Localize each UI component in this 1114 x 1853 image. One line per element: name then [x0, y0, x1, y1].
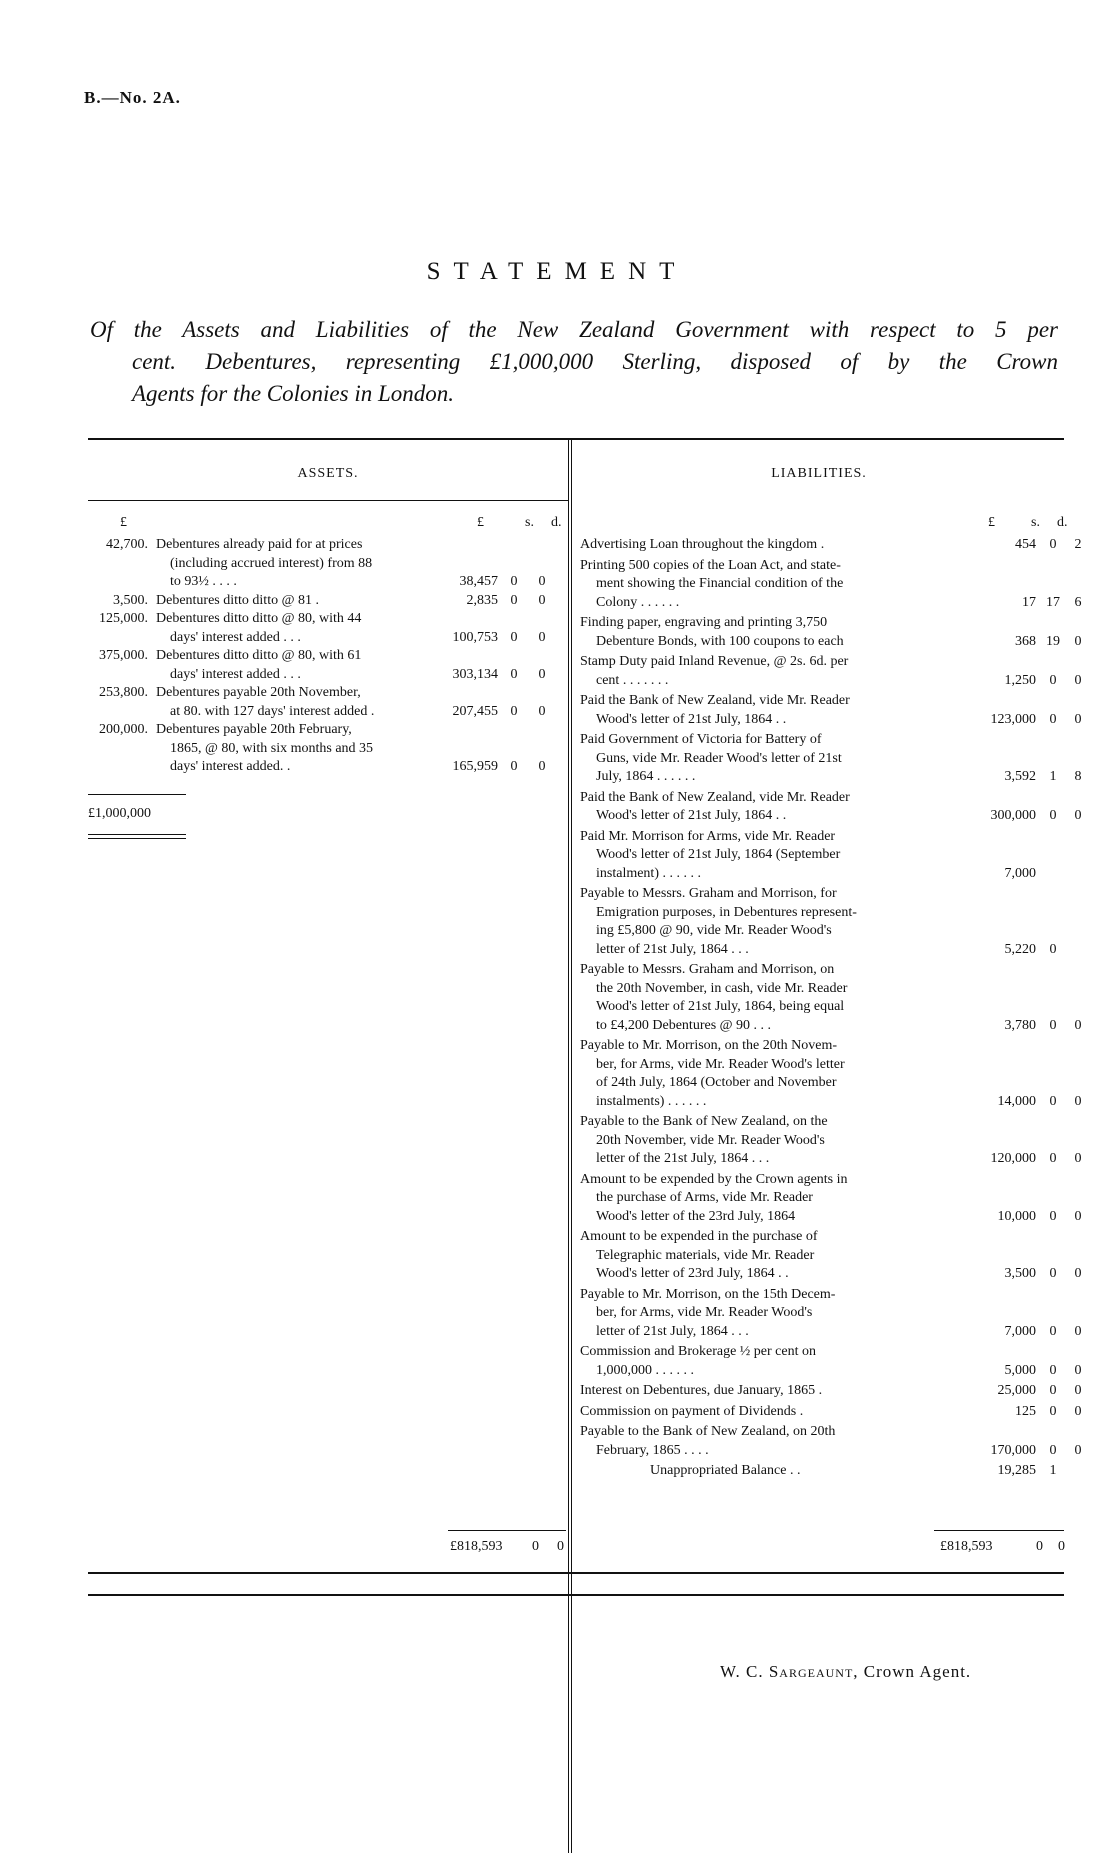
liability-description-line: Wood's letter of 21st July, 1864 . .: [596, 808, 787, 823]
liability-description: [580, 1423, 936, 1460]
liability-pence: 0: [1074, 1151, 1082, 1166]
liability-pence: 0: [1074, 1017, 1082, 1033]
liability-description: [580, 653, 936, 690]
liability-description-line: Wood's letter of 23rd July, 1864 . .: [596, 1266, 789, 1281]
liabilities-grand-total: £818,593: [940, 1539, 993, 1554]
liability-description-line: instalments) . . . . . .: [596, 1093, 707, 1109]
liability-shillings: 0: [1049, 1362, 1057, 1378]
asset-shillings: 0: [510, 592, 518, 608]
liability-row: [580, 1228, 1082, 1284]
liability-amount: 454: [1015, 537, 1036, 552]
liability-description-line: cent . . . . . . .: [596, 672, 669, 688]
liability-description-line: Amount to be expended in the purchase of: [580, 1229, 818, 1244]
face-total-rule: [88, 794, 186, 795]
signatory-name: W. C. Sargeaunt: [720, 1662, 854, 1681]
liability-amount: 368: [1015, 633, 1036, 649]
liability-row: [580, 1382, 1082, 1401]
liability-description: [580, 536, 936, 555]
liability-description-line: instalment) . . . . . .: [596, 865, 701, 881]
liability-description-line: to £4,200 Debentures @ 90 . . .: [596, 1017, 772, 1033]
asset-description-line: Debentures ditto ditto @ 80, with 44: [156, 611, 362, 626]
asset-pence: 0: [538, 759, 546, 774]
assets-table: [86, 536, 564, 777]
liability-description-line: letter of 21st July, 1864 . . .: [596, 1323, 749, 1339]
liability-row: [580, 1171, 1082, 1227]
liability-pence: 0: [1074, 1208, 1082, 1224]
subtitle-line-2: cent. Debentures, representing £1,000,000 Sterling, disposed of by the Crown: [132, 349, 1058, 374]
liability-amount: 170,000: [990, 1442, 1036, 1458]
asset-face-value: 42,700.: [106, 537, 148, 552]
asset-pence: 0: [538, 592, 546, 608]
asset-row: [86, 592, 564, 611]
liability-amount: 25,000: [997, 1383, 1036, 1398]
asset-description: [156, 536, 448, 592]
liability-pence: 0: [1074, 672, 1082, 688]
liability-shillings: 0: [1049, 1383, 1057, 1398]
liability-pence: 0: [1074, 1403, 1082, 1419]
liability-row: [580, 789, 1082, 826]
face-total: £1,000,000: [88, 806, 151, 821]
liability-amount: 5,220: [1004, 941, 1036, 957]
liability-pence: 0: [1074, 1093, 1082, 1109]
liability-description: [580, 557, 936, 613]
liability-description: [580, 828, 936, 884]
liabilities-pence-header: d.: [1057, 515, 1068, 530]
liability-pence: 0: [1074, 1362, 1082, 1378]
assets-total-top-rule: [448, 1530, 566, 1531]
liability-description: [580, 692, 936, 729]
liability-description-line: Paid Government of Victoria for Battery of: [580, 732, 822, 747]
liability-row: [580, 1037, 1082, 1111]
asset-description-line: days' interest added. .: [170, 759, 291, 774]
liability-description-line: Printing 500 copies of the Loan Act, and state-: [580, 557, 841, 573]
liability-description-line: the 20th November, in cash, vide Mr. Reader: [596, 980, 848, 996]
asset-row: [86, 721, 564, 777]
liability-shillings: 17: [1046, 594, 1060, 610]
top-rule: [88, 438, 1064, 440]
liability-shillings: 19: [1046, 633, 1060, 649]
assets-grand-total: £818,593: [450, 1539, 503, 1554]
liability-shillings: 0: [1049, 537, 1057, 552]
liability-description-line: letter of 21st July, 1864 . . .: [596, 941, 749, 957]
liability-description-line: 20th November, vide Mr. Reader Wood's: [596, 1132, 825, 1148]
liability-shillings: 0: [1049, 711, 1057, 727]
liability-description: [580, 789, 936, 826]
asset-description-line: 1865, @ 80, with six months and 35: [170, 740, 374, 756]
asset-face-value: 375,000.: [99, 648, 148, 663]
liability-description-line: Telegraphic materials, vide Mr. Reader: [596, 1247, 815, 1263]
bottom-rule-2: [88, 1594, 1064, 1596]
liability-description-line: February, 1865 . . . .: [596, 1442, 709, 1458]
liability-amount: 3,500: [1004, 1266, 1036, 1281]
assets-face-currency: £: [120, 515, 127, 530]
liability-description-line: Stamp Duty paid Inland Revenue, @ 2s. 6d. per: [580, 654, 849, 669]
asset-amount: 2,835: [466, 592, 498, 608]
liability-pence: 0: [1074, 1383, 1082, 1398]
asset-face-value: 200,000.: [99, 722, 148, 737]
liability-description-line: Payable to the Bank of New Zealand, on 20th: [580, 1424, 836, 1439]
liability-description: [580, 961, 936, 1035]
liability-pence: 2: [1074, 537, 1082, 552]
page-subtitle: [90, 314, 1058, 410]
liability-pence: 0: [1074, 1323, 1082, 1339]
asset-pence: 0: [538, 703, 546, 719]
liability-row: [580, 1403, 1082, 1422]
liability-description-line: ing £5,800 @ 90, vide Mr. Reader Wood's: [596, 923, 832, 938]
liability-description-line: the purchase of Arms, vide Mr. Reader: [596, 1190, 813, 1205]
liability-shillings: 0: [1049, 941, 1057, 957]
liability-description-line: Wood's letter of 21st July, 1864, being equal: [596, 999, 845, 1014]
liability-pence: 0: [1074, 808, 1082, 823]
liability-row: [580, 1462, 1066, 1481]
liability-description-line: Paid the Bank of New Zealand, vide Mr. Reader: [580, 693, 850, 708]
liability-description-line: Emigration purposes, in Debentures represent-: [596, 904, 857, 920]
asset-description: [156, 721, 448, 777]
asset-face-value: 3,500.: [113, 592, 148, 608]
liability-amount: 300,000: [990, 808, 1036, 823]
liability-description-line: Commission on payment of Dividends .: [580, 1403, 804, 1419]
liability-row: [580, 961, 1082, 1035]
liability-row: [580, 653, 1082, 690]
liability-description: [580, 1113, 936, 1169]
liability-shillings: 0: [1049, 1442, 1057, 1458]
column-divider: [568, 438, 572, 1853]
signatory-title: Crown Agent.: [863, 1662, 972, 1681]
liability-description-line: Debenture Bonds, with 100 coupons to each: [596, 633, 844, 649]
liability-shillings: 0: [1049, 672, 1057, 688]
subtitle-line-3: Agents for the Colonies in London.: [132, 381, 454, 406]
liability-row: [580, 731, 1082, 787]
liability-description: [580, 1462, 936, 1481]
liability-amount: 125: [1015, 1403, 1036, 1419]
liability-pence: 6: [1074, 594, 1082, 610]
asset-amount: 165,959: [452, 759, 498, 774]
asset-description: [156, 647, 448, 684]
asset-description-line: Debentures ditto ditto @ 81 .: [156, 592, 319, 608]
liability-description: [580, 1037, 936, 1111]
liability-shillings: 0: [1049, 1208, 1057, 1224]
liabilities-total-top-rule: [934, 1530, 1064, 1531]
liability-amount: 19,285: [997, 1463, 1036, 1478]
liability-row: [580, 692, 1082, 729]
liability-description-line: Payable to Messrs. Graham and Morrison, for: [580, 886, 837, 901]
asset-shillings: 0: [510, 629, 518, 645]
liability-shillings: 0: [1049, 808, 1057, 823]
liability-description-line: Interest on Debentures, due January, 1865 .: [580, 1383, 823, 1398]
asset-amount: 303,134: [452, 666, 498, 682]
liability-description-line: Commission and Brokerage ½ per cent on: [580, 1344, 817, 1359]
liability-description: [580, 1228, 936, 1284]
liability-description: [580, 1382, 936, 1401]
asset-shillings: 0: [510, 574, 518, 589]
liability-row: [580, 557, 1082, 613]
asset-pence: 0: [538, 666, 546, 682]
asset-description-line: (including accrued interest) from 88: [170, 555, 373, 571]
liability-description-line: Guns, vide Mr. Reader Wood's letter of 21st: [596, 750, 842, 766]
liability-amount: 10,000: [997, 1208, 1036, 1224]
liability-description-line: Unappropriated Balance . .: [650, 1463, 801, 1478]
asset-description-line: to 93½ . . . .: [170, 574, 237, 589]
liability-amount: 1,250: [1004, 672, 1036, 688]
liability-shillings: 1: [1049, 1463, 1057, 1478]
liability-description-line: Wood's letter of 21st July, 1864 . .: [596, 711, 787, 727]
liability-description-line: 1,000,000 . . . . . .: [596, 1362, 694, 1378]
liability-description-line: ber, for Arms, vide Mr. Reader Wood's: [596, 1305, 813, 1320]
liability-pence: 8: [1074, 769, 1082, 784]
face-total-double-rule: [88, 834, 186, 839]
liability-description-line: ber, for Arms, vide Mr. Reader Wood's letter: [596, 1056, 845, 1072]
liability-shillings: 0: [1049, 1323, 1057, 1339]
asset-row: [86, 610, 564, 647]
liability-description: [580, 731, 936, 787]
liability-row: [580, 1113, 1082, 1169]
liability-row: [580, 1286, 1082, 1342]
liability-description-line: Wood's letter of the 23rd July, 1864: [596, 1208, 796, 1224]
liability-pence: 0: [1074, 1266, 1082, 1281]
liability-row: [580, 1343, 1082, 1380]
asset-description-line: Debentures payable 20th November,: [156, 685, 361, 700]
asset-pence: 0: [538, 574, 546, 589]
asset-shillings: 0: [510, 759, 518, 774]
assets-pounds-header: £: [477, 515, 484, 530]
liability-amount: 14,000: [997, 1093, 1036, 1109]
liability-amount: 7,000: [1004, 865, 1036, 881]
liability-shillings: 0: [1049, 1017, 1057, 1033]
liability-description-line: Payable to Mr. Morrison, on the 15th Decem-: [580, 1286, 836, 1302]
asset-amount: 38,457: [459, 574, 498, 589]
asset-description-line: days' interest added . . .: [170, 666, 301, 682]
liability-description-line: Advertising Loan throughout the kingdom .: [580, 537, 825, 552]
asset-pence: 0: [538, 629, 546, 645]
liability-amount: 17: [1022, 594, 1036, 610]
asset-row: [86, 536, 564, 592]
liability-amount: 3,592: [1004, 769, 1036, 784]
asset-description: [156, 610, 448, 647]
liability-amount: 7,000: [1004, 1323, 1036, 1339]
liability-description-line: Colony . . . . . .: [596, 594, 680, 610]
subtitle-line-1: Of the Assets and Liabilities of the New Zealand Government with respect to 5 per: [90, 317, 1058, 342]
assets-shillings-header: s.: [525, 515, 534, 530]
signature: W. C. Sargeaunt, Crown Agent.: [720, 1662, 972, 1681]
liability-description-line: of 24th July, 1864 (October and November: [596, 1075, 837, 1090]
liability-pence: 0: [1074, 633, 1082, 649]
asset-face-value: 125,000.: [99, 611, 148, 626]
document-reference: B.—No. 2A.: [84, 88, 181, 107]
liabilities-grand-total-d: 0: [1058, 1539, 1065, 1554]
liability-description-line: Payable to the Bank of New Zealand, on the: [580, 1114, 828, 1129]
liability-description: [580, 1286, 936, 1342]
asset-description-line: Debentures ditto ditto @ 80, with 61: [156, 648, 362, 663]
asset-row: [86, 684, 564, 721]
liability-description-line: Payable to Mr. Morrison, on the 20th Novem-: [580, 1038, 838, 1053]
assets-pence-header: d.: [551, 515, 562, 530]
liability-description-line: Paid the Bank of New Zealand, vide Mr. Reader: [580, 789, 850, 805]
liability-description-line: July, 1864 . . . . . .: [596, 769, 696, 784]
liability-description: [580, 614, 936, 651]
assets-heading: ASSETS.: [297, 466, 359, 481]
liability-pence: 0: [1074, 1442, 1082, 1458]
liabilities-table: [580, 536, 1082, 1483]
liability-row: [580, 828, 1066, 884]
asset-description-line: at 80. with 127 days' interest added .: [170, 703, 375, 719]
asset-face-value: 253,800.: [99, 685, 148, 700]
asset-row: [86, 647, 564, 684]
asset-description-line: Debentures already paid for at prices: [156, 537, 363, 552]
liability-description: [580, 1403, 936, 1422]
liability-description: [580, 885, 936, 959]
liability-shillings: 0: [1049, 1266, 1057, 1281]
liability-description-line: Finding paper, engraving and printing 3,750: [580, 615, 828, 630]
liability-description: [580, 1171, 936, 1227]
liability-amount: 123,000: [990, 711, 1036, 727]
liability-amount: 120,000: [990, 1151, 1036, 1166]
assets-heading-rule: [88, 500, 568, 501]
liabilities-grand-total-s: 0: [1036, 1539, 1043, 1554]
liability-shillings: 0: [1049, 1403, 1057, 1419]
liabilities-pounds-header: £: [988, 515, 995, 530]
asset-description: [156, 684, 448, 721]
bottom-rule-1: [88, 1572, 1064, 1574]
liability-row: [580, 614, 1082, 651]
liability-row: [580, 885, 1066, 959]
liability-description-line: Wood's letter of 21st July, 1864 (September: [596, 847, 841, 862]
liability-description-line: Paid Mr. Morrison for Arms, vide Mr. Reader: [580, 828, 836, 844]
liability-row: [580, 1423, 1082, 1460]
liability-shillings: 1: [1049, 769, 1057, 784]
liability-description-line: Amount to be expended by the Crown agents in: [580, 1171, 848, 1187]
liability-shillings: 0: [1049, 1151, 1057, 1166]
asset-shillings: 0: [510, 703, 518, 719]
liabilities-shillings-header: s.: [1031, 515, 1040, 530]
liability-amount: 5,000: [1004, 1362, 1036, 1378]
page-title: STATEMENT: [426, 258, 688, 285]
liability-description-line: ment showing the Financial condition of the: [596, 576, 844, 591]
liability-description-line: letter of the 21st July, 1864 . . .: [596, 1151, 770, 1166]
asset-description-line: days' interest added . . .: [170, 629, 301, 645]
asset-amount: 100,753: [452, 629, 498, 645]
asset-description: [156, 592, 448, 611]
asset-shillings: 0: [510, 666, 518, 682]
liability-shillings: 0: [1049, 1093, 1057, 1109]
liability-amount: 3,780: [1004, 1017, 1036, 1033]
assets-grand-total-s: 0: [532, 1539, 539, 1554]
liability-description-line: Payable to Messrs. Graham and Morrison, on: [580, 962, 835, 977]
asset-amount: 207,455: [452, 703, 498, 719]
liability-description: [580, 1343, 936, 1380]
liability-row: [580, 536, 1082, 555]
asset-description-line: Debentures payable 20th February,: [156, 722, 352, 737]
liabilities-heading: LIABILITIES.: [771, 466, 867, 481]
liability-pence: 0: [1074, 711, 1082, 727]
assets-grand-total-d: 0: [557, 1539, 564, 1554]
